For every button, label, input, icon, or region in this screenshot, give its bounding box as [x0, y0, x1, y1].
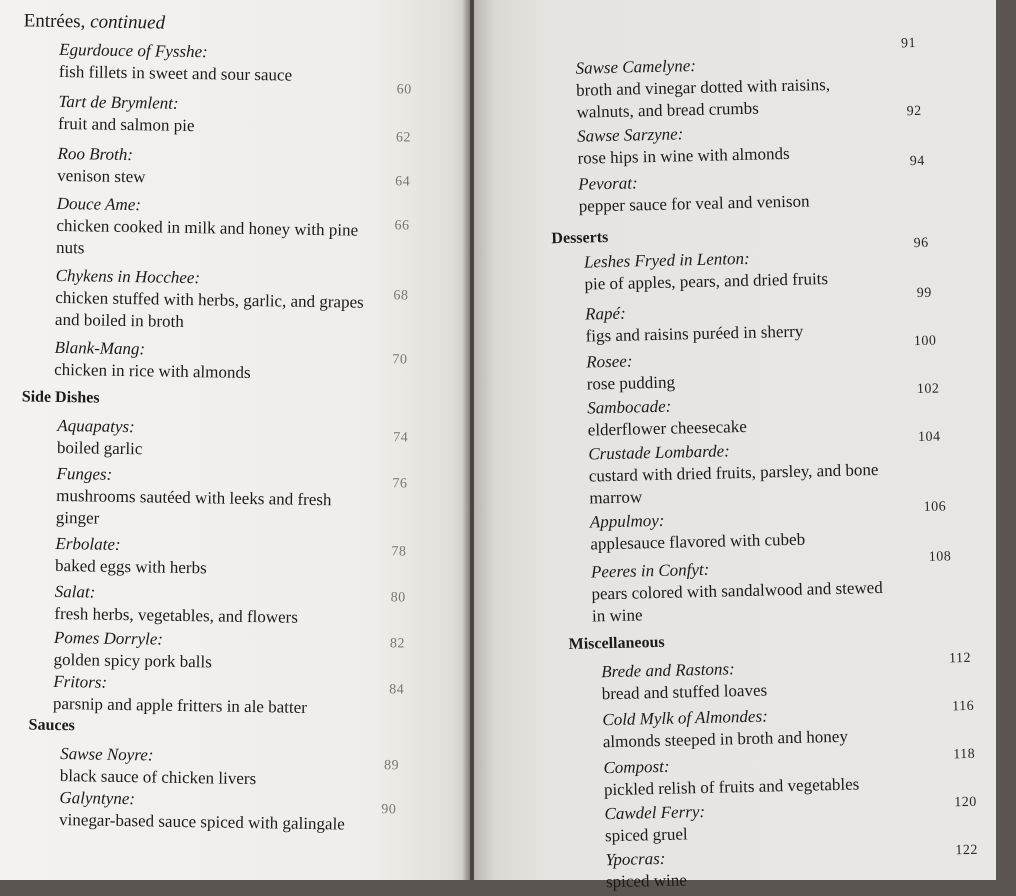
entry-name: Egurdouce of Fysshe:	[59, 39, 208, 62]
toc-entry	[577, 119, 878, 170]
entry-description: chicken stuffed with herbs, garlic, and grapes and boiled in broth	[54, 287, 364, 331]
entry-page-number: 94	[909, 153, 925, 170]
toc-entry	[60, 743, 361, 792]
right-page	[474, 0, 996, 892]
toc-entry	[54, 581, 355, 630]
entry-page-number: 66	[394, 218, 410, 234]
entry-page-number: 76	[392, 476, 408, 492]
toc-entry	[591, 555, 892, 628]
toc-entry	[604, 796, 905, 847]
entry-page-number: 80	[390, 590, 406, 606]
entry-description: vinegar-based sauce spiced with galingale	[58, 810, 345, 834]
toc-entry	[54, 337, 365, 386]
entry-page-number: 96	[913, 235, 929, 252]
entry-description: figs and raisins puréed in sherry	[585, 321, 804, 346]
entry-description: elderflower cheesecake	[587, 416, 747, 440]
entry-description: chicken in rice with almonds	[54, 359, 251, 382]
section-heading-side-dishes: Side Dishes	[21, 388, 100, 407]
section-heading-miscellaneous: Miscellaneous	[568, 633, 665, 654]
entry-page-number: 82	[389, 636, 406, 652]
entry-page-number: 70	[392, 352, 408, 368]
toc-entry	[53, 627, 354, 676]
entry-name: Ypocras:	[605, 848, 666, 870]
toc-entry	[585, 297, 886, 348]
entry-name: Sambocade:	[587, 396, 672, 418]
entry-page-number: 60	[396, 82, 412, 98]
entry-name: Cawdel Ferry:	[604, 801, 706, 824]
entry-name: Aquapatys:	[57, 415, 135, 437]
entry-name: Sawse Sarzyne:	[576, 124, 684, 146]
entry-name: Blank-Mang:	[54, 337, 146, 359]
toc-entry	[56, 463, 357, 534]
entry-page-number: 92	[906, 103, 922, 120]
entry-page-number: 99	[916, 285, 932, 302]
entry-description: almonds steeped in broth and honey	[602, 726, 849, 752]
entry-description: black sauce of chicken livers	[59, 766, 257, 789]
entry-name: Galyntyne:	[59, 788, 136, 809]
entry-name: Sawse Camelyne:	[575, 55, 697, 78]
toc-entry	[586, 345, 887, 396]
entry-page-number: 62	[395, 130, 412, 146]
toc-entry	[57, 415, 358, 464]
left-page-content	[0, 0, 470, 834]
running-head-continued: continued	[89, 11, 166, 34]
entry-description: rose hips in wine with almonds	[577, 143, 790, 168]
toc-entry	[55, 533, 356, 582]
entry-description: pears colored with sandalwood and stewed in wine	[591, 577, 883, 626]
entry-description: broth and vinegar dotted with raisins, walnuts, and bread crumbs	[575, 74, 831, 122]
entry-page-number: 116	[951, 698, 975, 715]
running-head	[23, 10, 165, 34]
toc-entry	[56, 193, 367, 264]
entry-description: parsnip and apple fritters in ale batter	[52, 693, 308, 717]
section-heading-desserts: Desserts	[551, 229, 609, 248]
entry-name: Sawse Noyre:	[60, 744, 154, 765]
entry-page-number: 91	[900, 35, 917, 52]
toc-entry	[603, 750, 914, 801]
entry-name: Tart de Brymlent:	[58, 91, 179, 113]
toc-entry	[588, 437, 889, 510]
entry-name: Leshes Fryed in Lenton:	[583, 248, 750, 272]
entry-name: Douce Ame:	[56, 193, 142, 215]
entry-page-number: 68	[393, 288, 409, 304]
entry-description: spiced wine	[605, 870, 687, 892]
entry-name: Pomes Dorryle:	[53, 627, 164, 649]
entry-page-number: 100	[913, 333, 937, 350]
toc-entry	[578, 167, 879, 218]
entry-page-number: 106	[923, 499, 947, 515]
entry-description: mushrooms sautéed with leeks and fresh ginger	[55, 485, 332, 528]
toc-entry	[587, 391, 888, 442]
entry-name: Fritors:	[53, 671, 108, 692]
entry-page-number: 74	[393, 430, 409, 446]
running-head-main: Entrées,	[23, 10, 86, 33]
entry-description: chicken cooked in milk and honey with pine nuts	[55, 215, 359, 258]
entry-description: golden spicy pork balls	[53, 649, 212, 672]
entry-page-number: 102	[916, 381, 940, 398]
toc-entry	[53, 671, 354, 720]
entry-page-number: 89	[383, 758, 400, 774]
toc-entry	[59, 39, 370, 88]
entry-name: Brede and Rastons:	[601, 659, 735, 682]
section-heading-sauces: Sauces	[28, 716, 75, 735]
entry-name: Chykens in Hocchee:	[55, 265, 201, 288]
toc-entry	[57, 143, 368, 192]
entry-page-number: 122	[955, 842, 979, 859]
entry-description: fresh herbs, vegetables, and flowers	[54, 603, 299, 627]
entry-name: Salat:	[54, 581, 96, 602]
toc-entry	[58, 91, 369, 140]
entry-description: rose pudding	[586, 372, 676, 394]
entry-name: Erbolate:	[55, 533, 121, 554]
left-page	[0, 0, 470, 880]
entry-description: applesauce flavored with cubeb	[590, 529, 806, 554]
toc-entry	[59, 787, 360, 836]
entry-description: pepper sauce for veal and venison	[578, 191, 810, 216]
toc-entry	[575, 51, 876, 124]
entry-name: Roo Broth:	[57, 143, 134, 165]
toc-entry	[55, 265, 366, 336]
entry-description: boiled garlic	[56, 437, 143, 459]
entry-name: Rosee:	[586, 351, 633, 372]
entry-page-number: 90	[381, 802, 397, 818]
entry-name: Peeres in Confyt:	[590, 559, 710, 582]
entry-page-number: 112	[948, 650, 972, 667]
entry-description: bread and stuffed loaves	[601, 680, 768, 704]
toc-entry	[590, 505, 891, 556]
toc-entry	[601, 654, 902, 705]
entry-description: custard with dried fruits, parsley, and bone marrow	[588, 459, 879, 508]
entry-page-number: 78	[391, 544, 407, 560]
entry-description: pickled relish of fruits and vegetables	[603, 774, 860, 800]
entry-description: spiced gruel	[604, 824, 688, 846]
entry-name: Pevorat:	[577, 173, 638, 194]
entry-description: pie of apples, pears, and dried fruits	[584, 269, 829, 294]
entry-page-number: 120	[954, 794, 978, 811]
entry-name: Rapé:	[584, 303, 626, 324]
entry-name: Cold Mylk of Almondes:	[602, 706, 768, 730]
entry-description: baked eggs with herbs	[54, 555, 207, 578]
entry-name: Compost:	[603, 756, 670, 778]
entry-page-number: 104	[917, 429, 941, 446]
entry-name: Funges:	[56, 463, 113, 484]
toc-entry	[602, 702, 903, 753]
entry-name: Crustade Lombarde:	[588, 441, 731, 464]
entry-description: fish fillets in sweet and sour sauce	[58, 61, 293, 85]
entry-name: Appulmoy:	[589, 510, 665, 532]
entry-page-number: 84	[389, 682, 405, 698]
entry-description: venison stew	[57, 165, 146, 187]
entry-description: fruit and salmon pie	[57, 113, 195, 136]
entry-page-number: 118	[953, 746, 976, 763]
entry-page-number: 108	[928, 549, 952, 565]
entry-page-number: 64	[395, 174, 411, 190]
toc-entry	[605, 842, 906, 893]
toc-entry	[584, 245, 885, 296]
